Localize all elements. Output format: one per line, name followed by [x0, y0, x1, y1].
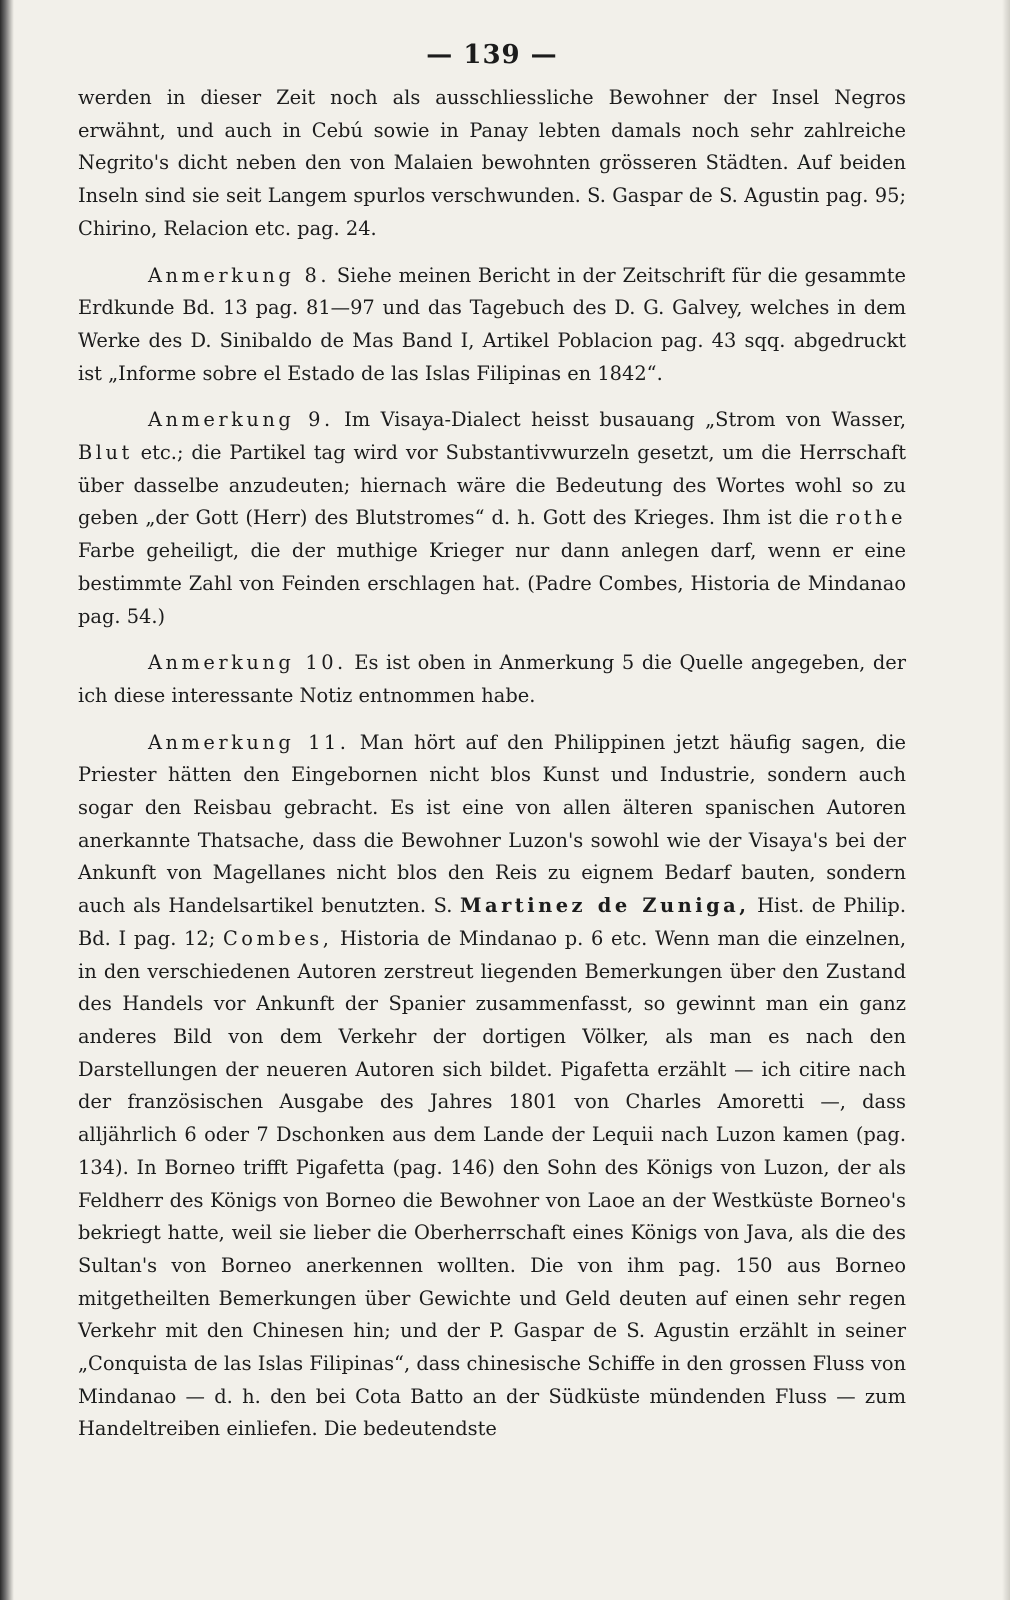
note-9-text-a: Im Visaya-Dialect heisst busauang „Strom von Wasser, [344, 408, 906, 432]
scan-edge-right [1002, 0, 1010, 1600]
book-page [78, 40, 906, 1446]
note-11-text-a: Man hört auf den Philippinen jetzt häufig sagen, die Priester hätten den Eingebornen nicht blos Kunst und Industrie, sondern auch sogar den Reisbau gebracht. Es ist eine von allen älteren spanischen Autoren anerkannte Thatsache, dass die Bewohner Luzon's sowohl wie der Visaya's bei der Ankunft von Magellanes nicht blos den Reis zu eignem Bedarf bauten, sondern auch als Handelsartikel benutzten. S. [78, 730, 906, 918]
paragraph-intro [78, 82, 906, 246]
note-11-text-b: Hist. de Philip. Bd. I pag. 12; [78, 894, 906, 950]
paragraph-note-9 [78, 404, 906, 633]
note-11-spaced-combes: Combes, [222, 926, 333, 950]
note-9-spaced-blut: Blut [78, 441, 133, 465]
note-9-spaced-rothe: rothe [835, 506, 907, 530]
note-8-text: Siehe meinen Bericht in der Zeitschrift für die gesammte Erdkunde Bd. 13 pag. 81—97 und das Tagebuch des D. G. Galvey, welches in dem Werke des D. Sinibaldo de Mas Band I, Artikel Poblacion pag. 43 sqq. abgedruckt ist „Informe sobre el Estado de las Islas Filipinas en 1842“. [78, 263, 906, 385]
note-11-label: Anmerkung 11. [148, 730, 350, 754]
intro-text: werden in dieser Zeit noch als ausschliessliche Bewohner der Insel Negros erwähnt, und auch in Cebú sowie in Panay lebten damals noch sehr zahlreiche Negrito's dicht neben den von Malaien bewohnten grösseren Städten. Auf beiden Inseln sind sie seit Langem spurlos verschwunden. S. Gaspar de S. Agustin pag. 95; Chirino, Relacion etc. pag. 24. [78, 86, 906, 240]
paragraph-note-11 [78, 727, 906, 1446]
note-9-label: Anmerkung 9. [148, 408, 334, 432]
note-11-text-c: Historia de Mindanao p. 6 etc. Wenn man die einzelnen, in den verschiedenen Autoren zerstreut liegenden Bemerkungen über den Zustand des Handels vor Ankunft der Spanier zusammenfasst, so gewinnt man ein ganz anderes Bild von dem Verkehr der dortigen Völker, als man es nach den Darstellungen der neueren Autoren sich bildet. Pigafetta erzählt — ich citire nach der französischen Ausgabe des Jahres 1801 von Charles Amoretti —, dass alljährlich 6 oder 7 Dschonken aus dem Lande der Lequii nach Luzon kamen (pag. 134). In Borneo trifft Pigafetta (pag. 146) den Sohn des Königs von Luzon, der als Feldherr des Königs von Borneo die Bewohner von Laoe an der Westküste Borneo's bekriegt hatte, weil sie lieber die Oberherrschaft eines Königs von Java, als die des Sultan's von Borneo anerkennen wollten. Die von ihm pag. 150 aus Borneo mitgetheilten Bemerkungen über Gewichte und Geld deuten auf einen sehr regen Verkehr mit den Chinesen hin; und der P. Gaspar de S. Agustin erzählt in seiner „Conquista de las Islas Filipinas“, dass chinesische Schiffe in den grossen Fluss von Mindanao — d. h. den bei Cota Batto an der Südküste mündenden Fluss — zum Handeltreiben einliefen. Die bedeutendste [78, 926, 907, 1441]
note-9-text-c: Farbe geheiligt, die der muthige Krieger nur dann anlegen darf, wenn er eine bestimmte Zahl von Feinden erschlagen hat. (Padre Combes, Historia de Mindanao pag. 54.) [78, 539, 906, 628]
scan-edge-shadow [0, 0, 14, 1600]
paragraph-note-8 [78, 260, 906, 391]
note-9-text-b: etc.; die Partikel tag wird vor Substantivwurzeln gesetzt, um die Herrschaft über dasselbe anzudeuten; hiernach wäre die Bedeutung des Wortes wohl so zu geben „der Gott (Herr) des Blutstromes“ d. h. Gott des Krieges. Ihm ist die [78, 441, 906, 530]
note-11-spaced-martinez: Martinez de Zuniga, [460, 894, 750, 918]
note-10-text: Es ist oben in Anmerkung 5 die Quelle angegeben, der ich diese interessante Notiz entnommen habe. [78, 651, 907, 707]
paragraph-note-10 [78, 647, 906, 712]
note-8-label: Anmerkung 8. [148, 263, 331, 287]
note-10-label: Anmerkung 10. [148, 651, 347, 675]
page-number: — 139 — [426, 40, 558, 70]
